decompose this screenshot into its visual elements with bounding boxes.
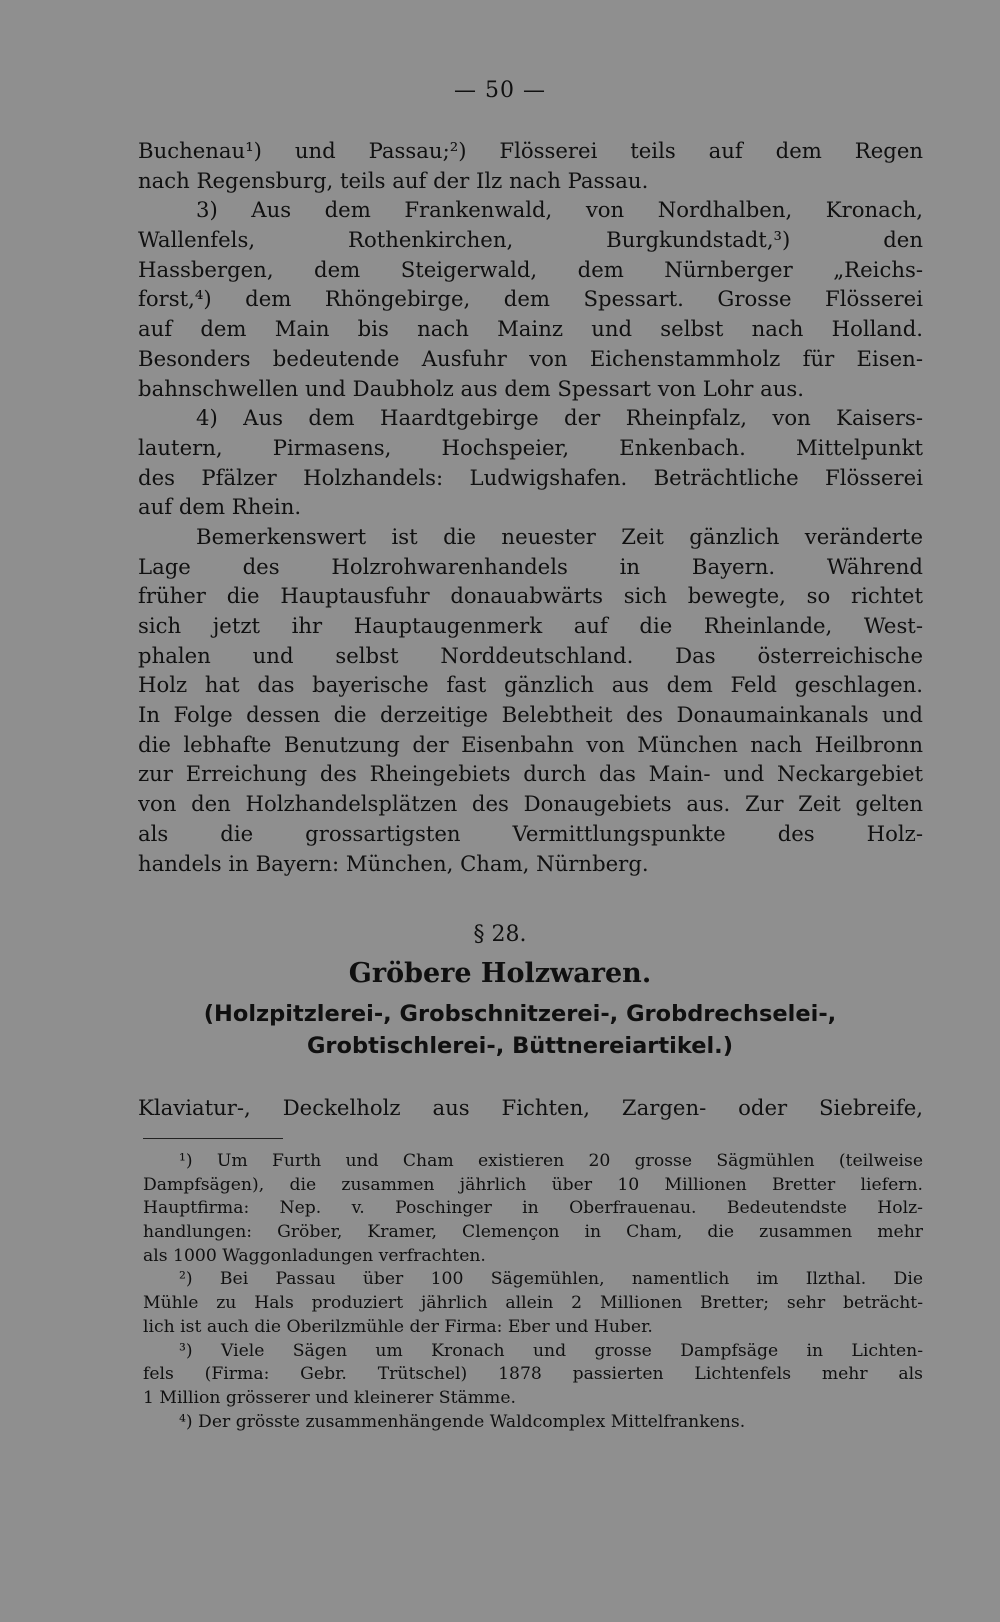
body-line: von den Holzhandelsplätzen des Donaugebiets aus. Zur Zeit gelten — [138, 791, 923, 817]
body-line: lautern, Pirmasens, Hochspeier, Enkenbach. Mittelpunkt — [138, 434, 923, 460]
body-line: als die grossartigsten Vermittlungspunkte des Holz- — [138, 820, 923, 846]
footnote-line: Hauptfirma: Nep. v. Poschinger in Oberfrauenau. Bedeutendste Holz- — [143, 1198, 923, 1219]
body-line: des Pfälzer Holzhandels: Ludwigshafen. Beträchtliche Flösserei — [138, 464, 923, 490]
footnote — [143, 1411, 923, 1435]
footnote — [143, 1268, 923, 1339]
section-subheading: (Holzpitzlerei-, Grobschnitzerei-, Grobdrechselei-, Grobtischlerei-, Büttnereiartikel.) — [203, 1001, 837, 1059]
footnotes — [143, 1150, 923, 1434]
body-text — [138, 136, 923, 878]
section-text-line-2: Klaviatur-, Deckelholz aus Fichten, Zargen- oder Siebreife, — [138, 1094, 923, 1120]
section-text-line — [138, 1062, 923, 1092]
section-heading: Gröbere Holzwaren. — [348, 958, 652, 989]
body-line: Besonders bedeutende Ausfuhr von Eichenstammholz für Eisen- — [138, 345, 923, 371]
footnote-divider — [143, 1138, 283, 1139]
section-text — [138, 1062, 923, 1121]
footnote-line: ²) Bei Passau über 100 Sägemühlen, namentlich im Ilzthal. Die — [179, 1269, 923, 1290]
body-line: auf dem Rhein. — [138, 494, 302, 520]
body-line: Wallenfels, Rothenkirchen, Burgkundstadt,³) den — [138, 227, 923, 253]
body-line: Lage des Holzrohwarenhandels in Bayern. Während — [138, 553, 923, 579]
footnote-line: als 1000 Waggonladungen verfrachten. — [143, 1245, 486, 1266]
body-line: In Folge dessen die derzeitige Belebtheit des Donaumainkanals und — [138, 702, 923, 728]
body-line: nach Regensburg, teils auf der Ilz nach Passau. — [138, 167, 649, 193]
body-line: Holz hat das bayerische fast gänzlich aus dem Feld geschlagen. — [138, 672, 923, 698]
footnote-line: 1 Million grösserer und kleinerer Stämme. — [143, 1387, 516, 1408]
body-line: Bemerkenswert ist die neuester Zeit gänzlich veränderte — [196, 523, 923, 549]
body-line: forst,⁴) dem Rhöngebirge, dem Spessart. Grosse Flösserei — [138, 286, 923, 312]
body-line: die lebhafte Benutzung der Eisenbahn von München nach Heilbronn — [138, 731, 923, 757]
body-line: Buchenau¹) und Passau;²) Flösserei teils auf dem Regen — [138, 138, 923, 163]
footnote-line: lich ist auch die Oberilzmühle der Firma: Eber und Huber. — [143, 1316, 653, 1337]
footnote-line: Mühle zu Hals produziert jährlich allein 2 Millionen Bretter; sehr beträcht- — [143, 1293, 923, 1314]
body-line: auf dem Main bis nach Mainz und selbst nach Holland. — [138, 316, 923, 342]
body-line: zur Erreichung des Rheingebiets durch das Main- und Neckargebiet — [138, 761, 923, 787]
body-line: 4) Aus dem Haardtgebirge der Rheinpfalz, von Kaisers- — [196, 405, 923, 431]
body-line: handels in Bayern: München, Cham, Nürnberg. — [138, 850, 649, 876]
body-line: phalen und selbst Norddeutschland. Das österreichische — [138, 642, 923, 668]
footnote-line: ⁴) Der grösste zusammenhängende Waldcomplex Mittelfrankens. — [179, 1411, 746, 1432]
footnote — [143, 1340, 923, 1411]
footnote-line: ¹) Um Furth und Cham existieren 20 grosse Sägmühlen (teilweise — [179, 1151, 923, 1171]
footnote-line: Dampfsägen), die zusammen jährlich über 10 Millionen Bretter liefern. — [143, 1174, 923, 1195]
footnote-line: handlungen: Gröber, Kramer, Clemençon in Cham, die zusammen mehr — [143, 1222, 923, 1243]
footnote-line: ³) Viele Sägen um Kronach und grosse Dampfsäge in Lichten- — [179, 1340, 923, 1361]
body-line: früher die Hauptausfuhr donauabwärts sich bewegte, so richtet — [138, 583, 923, 609]
footnote-line: fels (Firma: Gebr. Trütschel) 1878 passierten Lichtenfels mehr als — [143, 1364, 923, 1385]
page-number-header: — 50 — — [454, 78, 546, 103]
section-number: § 28. — [473, 922, 527, 947]
body-line: Hassbergen, dem Steigerwald, dem Nürnberger „Reichs- — [138, 256, 923, 282]
body-line: sich jetzt ihr Hauptaugenmerk auf die Rheinlande, West- — [138, 613, 923, 638]
body-line: 3) Aus dem Frankenwald, von Nordhalben, Kronach, — [196, 197, 923, 223]
footnote — [143, 1150, 923, 1268]
body-line: bahnschwellen und Daubholz aus dem Spessart von Lohr aus. — [138, 375, 805, 401]
